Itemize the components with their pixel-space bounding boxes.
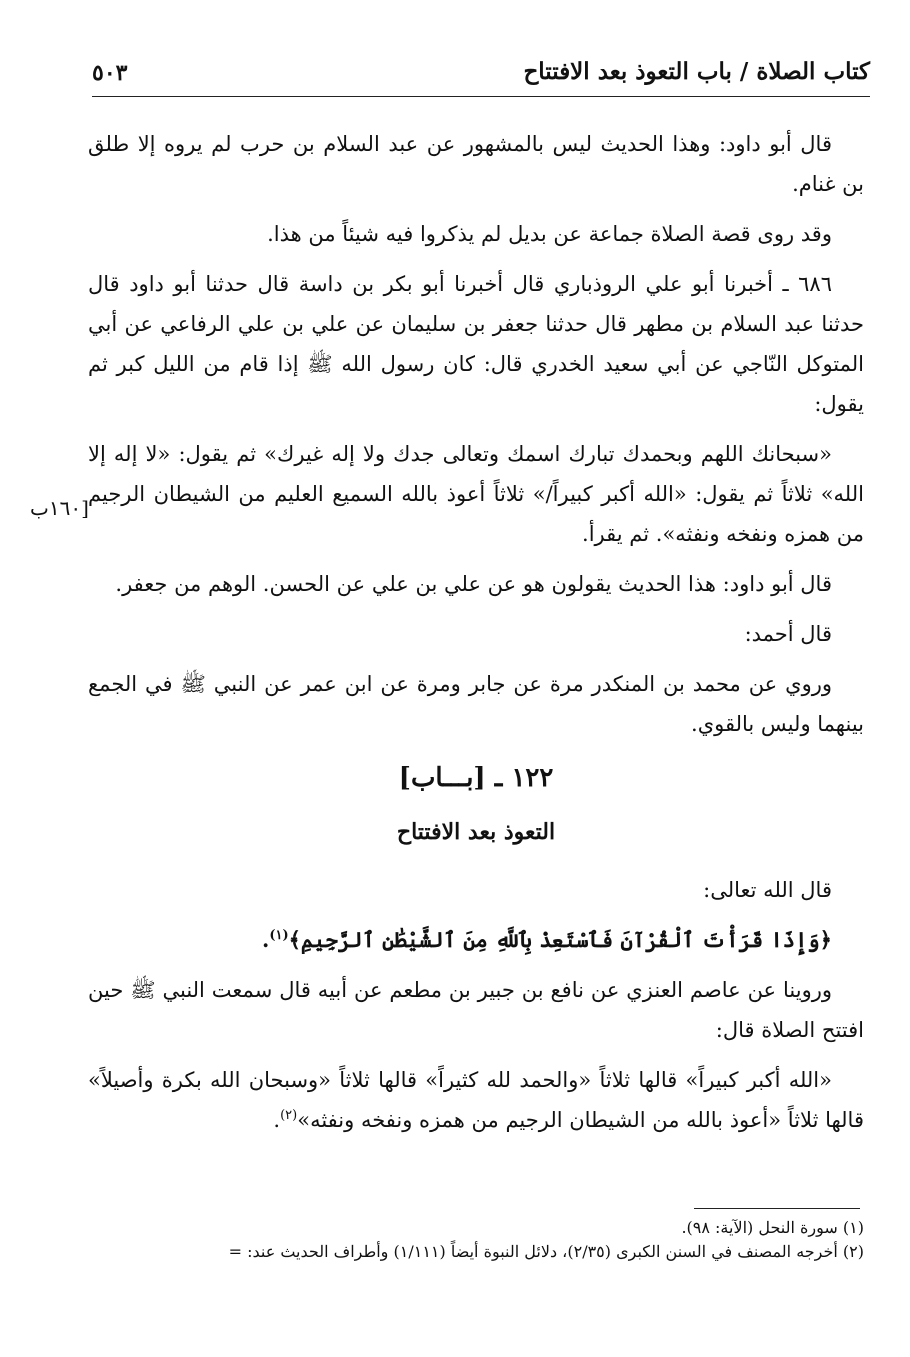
running-title: كتاب الصلاة / باب التعوذ بعد الافتتاح (523, 58, 870, 85)
paragraph-1: قال أبو داود: وهذا الحديث ليس بالمشهور عن عبد السلام بن حرب لم يروه إلا طلق بن غنام. (88, 132, 864, 196)
main-text (88, 124, 864, 1150)
quran-intro: قال الله تعالى: (703, 878, 832, 902)
paragraph-5: قال أبو داود: هذا الحديث يقولون هو عن علي بن علي عن الحسن. الوهم من جعفر. (115, 572, 832, 596)
paragraph-4: «سبحانك اللهم وبحمدك تبارك اسمك وتعالى جدك ولا إله غيرك» ثم يقول: «لا إله إلا الله» ثلاثاً ثم يقول: «الله أكبر كبيراً/» ثلاثاً أعوذ بالله السميع العليم من الشيطان الرجيم من همزه ونفخه ونفثه». ثم يقرأ. (88, 442, 864, 546)
page-number: ٥٠٣ (92, 60, 128, 86)
footnotes (88, 1216, 864, 1264)
quran-verse: ﴿وَإِذَا قَرَأْتَ ٱلْقُرْآنَ فَٱسْتَعِذْ بِٱللَّهِ مِنَ ٱلشَّيْطَٰنِ ٱلرَّجِيمِ﴾$^{(١)}$. (262, 927, 832, 952)
paragraph-9: «الله أكبر كبيراً» قالها ثلاثاً «والحمد لله كثيراً» قالها ثلاثاً «وسبحان الله بكرة وأصيلاً» قالها ثلاثاً «أعوذ بالله من الشيطان الرجيم من همزه ونفخه ونفثه»$^{(٢)}$. (88, 1068, 864, 1132)
footnote-separator (694, 1208, 860, 1209)
footnote-2: (٢) أخرجه المصنف في السنن الكبرى (٢/٣٥)، دلائل النبوة أيضاً (١/١١١) وأطراف الحديث عند: = (228, 1242, 864, 1261)
quran-verse-text: ﴿وَإِذَا قَرَأْتَ ٱلْقُرْآنَ فَٱسْتَعِذْ بِٱللَّهِ مِنَ ٱلشَّيْطَٰنِ ٱلرَّجِيمِ﴾ (288, 927, 832, 952)
margin-folio-note: [١٦٠ب (30, 496, 89, 520)
footnote-1: (١) سورة النحل (الآية: ٩٨). (681, 1218, 864, 1237)
paragraph-3: ٦٨٦ ـ أخبرنا أبو علي الروذباري قال أخبرنا أبو بكر بن داسة قال حدثنا أبو داود قال حدثنا عبد السلام بن مطهر قال حدثنا جعفر بن سليمان عن علي بن علي الرفاعي عن أبي المتوكل النّاجي عن أبي سعيد الخدري قال: كان رسول الله ﷺ إذا قام من الليل كبر ثم يقول: (88, 272, 864, 416)
paragraph-2: وقد روى قصة الصلاة جماعة عن بديل لم يذكروا فيه شيئاً من هذا. (267, 222, 832, 246)
footnote-ref-1: (١) (269, 928, 289, 943)
paragraph-7: وروي عن محمد بن المنكدر مرة عن جابر ومرة عن ابن عمر عن النبي ﷺ في الجمع بينهما وليس بالقوي. (88, 672, 864, 736)
paragraph-6: قال أحمد: (744, 622, 832, 646)
footnote-ref-2: (٢) (280, 1108, 298, 1123)
paragraph-9-text: «الله أكبر كبيراً» قالها ثلاثاً «والحمد لله كثيراً» قالها ثلاثاً «وسبحان الله بكرة وأصيلاً» قالها ثلاثاً «أعوذ بالله من الشيطان الرجيم من همزه ونفخه ونفثه» (88, 1068, 864, 1132)
paragraph-8: وروينا عن عاصم العنزي عن نافع بن جبير بن مطعم عن أبيه قال سمعت النبي ﷺ حين افتتح الصلاة قال: (88, 978, 864, 1042)
chapter-title: التعوذ بعد الافتتاح (396, 819, 556, 845)
page-header (92, 52, 870, 97)
chapter-number: ١٢٢ ـ [بـــاب] (398, 763, 554, 793)
